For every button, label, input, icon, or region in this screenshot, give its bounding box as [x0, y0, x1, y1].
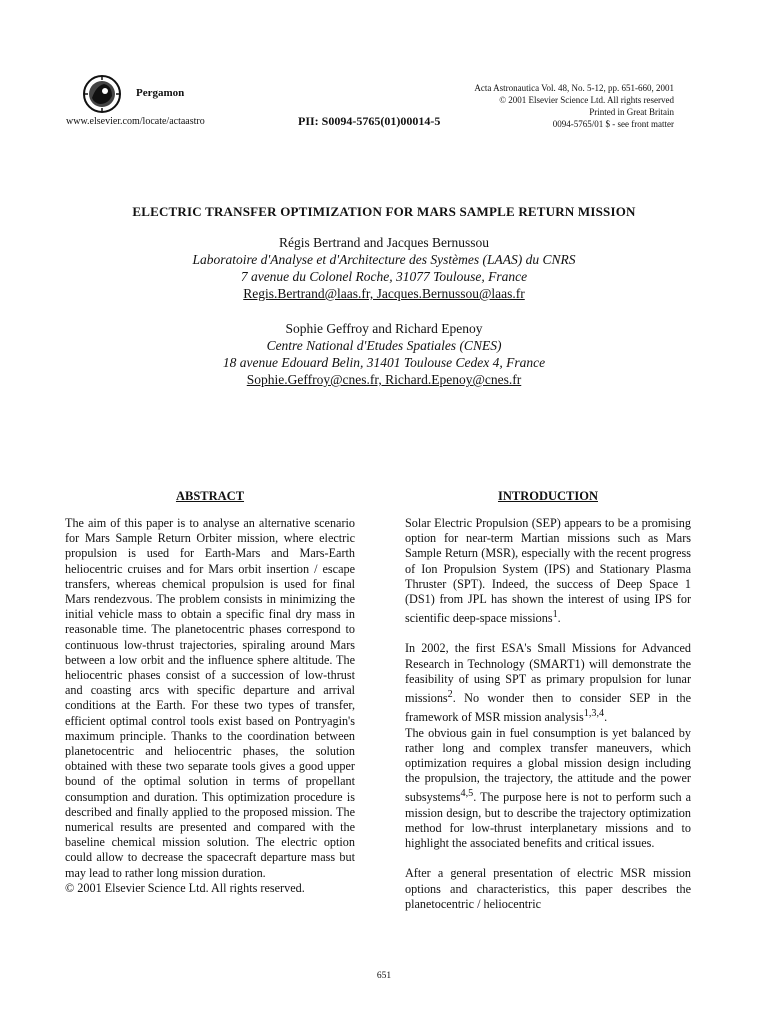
intro-p2a-ref: 2: [447, 689, 453, 701]
intro-p3b-text: . The purpose here is not to perform such a mission design, but to describe the trajectory optimization method for low-thrust interplanetary missions and to highlight the associated benefits and critical issues.: [405, 790, 691, 851]
author-names-2: Sophie Geffroy and Richard Epenoy: [285, 321, 483, 336]
page-number: 651: [376, 971, 392, 981]
publisher-logo: [82, 74, 122, 114]
abstract-text: The aim of this paper is to analyse an alternative scenario for Mars Sample Return Orbiter mission, where electric propulsion is used for Earth-Mars and Mars-Earth heliocentric cruises and for Mars orbit insertion / escape transfers, whereas chemical propulsion is used for final Mars rendezvous. The problem consists in minimizing the initial vehicle mass to obtain a specific final dry mass in reasonable time. The planetocentric phases correspond to continuous low-thrust trajectories, spiraling around Mars between a low orbit and the influence sphere altitude. The heliocentric phases consist of a succession of low-thrust and coasting arcs with specific departure and arrival conditions at the Earth. For these two types of transfer, efficient optimal control tools exist based on Pontryagin's maximum principle. Thanks to the coordination between planetocentric and heliocentric phases, the solution obtained with these two separate tools gives a good upper bound of the optimal solution in terms of propellant consumption and duration. This optimization procedure is described and finally applied to the proposed mission. The numerical results are presented and compared with the baseline chemical mission solution. The electric option could allow to decrease the spacecraft departure mass but may lead to rather long mission duration.: [65, 516, 355, 880]
author-emails-1[interactable]: Regis.Bertrand@laas.fr, Jacques.Bernussou@laas.fr: [243, 286, 525, 301]
introduction-column: [405, 516, 691, 912]
journal-url[interactable]: www.elsevier.com/locate/actaastro: [66, 116, 205, 127]
intro-p2b-ref: 1,3,4: [583, 708, 605, 720]
publisher-name: Pergamon: [136, 87, 185, 99]
affiliation-2-line-1: Centre National d'Etudes Spatiales (CNES): [266, 338, 502, 353]
journal-line-2: © 2001 Elsevier Science Ltd. All rights reserved: [499, 95, 674, 105]
author-emails-2[interactable]: Sophie.Geffroy@cnes.fr, Richard.Epenoy@cnes.fr: [246, 372, 522, 387]
intro-paragraph-1: Solar Electric Propulsion (SEP) appears to be a promising option for near-term Martian missions such as Mars Sample Return (MSR), especially with the recent progress of Ion Propulsion System (IPS) and Stationary Plasma Thruster (SPT). Indeed, the success of Deep Space 1 (DS1) from JPL has shown the interest of using IPS for scientific deep-space missions$^1$.: [405, 516, 691, 626]
intro-p3a-ref: 4,5: [460, 788, 474, 800]
journal-line-1: Acta Astronautica Vol. 48, No. 5-12, pp. 651-660, 2001: [474, 83, 674, 93]
intro-paragraph-3: [405, 726, 691, 852]
affiliation-1-line-1: Laboratoire d'Analyse et d'Architecture des Systèmes (LAAS) du CNRS: [192, 252, 576, 267]
affiliation-1-line-2: 7 avenue du Colonel Roche, 31077 Toulouse, France: [240, 269, 528, 284]
intro-p1-ref: 1: [552, 609, 558, 621]
journal-citation: [474, 82, 674, 130]
intro-p1-text: Solar Electric Propulsion (SEP) appears to be a promising option for near-term Martian missions such as Mars Sample Return (MSR), especially with the recent progress of Ion Propulsion System (IPS) and Stationary Plasma Thruster (SPT). Indeed, the success of Deep Space 1 (DS1) from JPL has shown the interest of using IPS for scientific deep-space missions: [405, 516, 691, 626]
author-block-1: [0, 234, 768, 302]
author-names-1: Régis Bertrand and Jacques Bernussou: [279, 235, 489, 250]
affiliation-2-line-2: 18 avenue Edouard Belin, 31401 Toulouse Cedex 4, France: [222, 355, 546, 370]
introduction-heading: INTRODUCTION: [497, 489, 598, 503]
journal-line-4: 0094-5765/01 $ - see front matter: [552, 119, 674, 129]
abstract-column: [65, 516, 355, 896]
intro-paragraph-2: In 2002, the first ESA's Small Missions for Advanced Research in Technology (SMART1) will demonstrate the feasibility of using SPT as primary propulsion for lunar missions$^2$. No wonder then to consider SEP in the framework of MSR mission analysis$^{1,3,4}$.: [405, 641, 691, 725]
pii-identifier: PII: S0094-5765(01)00014-5: [298, 114, 441, 128]
author-block-2: [0, 320, 768, 388]
intro-p2a-text: In 2002, the first ESA's Small Missions for Advanced Research in Technology (SMART1) will demonstrate the feasibility of using SPT as primary propulsion for lunar missions: [405, 641, 691, 706]
abstract-heading: ABSTRACT: [175, 489, 245, 503]
intro-p2b-text: . No wonder then to consider SEP in the framework of MSR mission analysis: [405, 691, 691, 725]
journal-line-3: Printed in Great Britain: [589, 107, 674, 117]
intro-paragraph-4: After a general presentation of electric MSR mission options and characteristics, this paper describes the planetocentric / heliocentric: [405, 866, 691, 911]
intro-p3a-text: The obvious gain in fuel consumption is yet balanced by rather long and complex transfer maneuvers, which optimization requires a global mission design including the propulsion, the trajectory, the attitude and the power subsystems: [405, 725, 691, 805]
abstract-copyright: © 2001 Elsevier Science Ltd. All rights reserved.: [65, 880, 305, 895]
paper-title: ELECTRIC TRANSFER OPTIMIZATION FOR MARS SAMPLE RETURN MISSION: [132, 204, 636, 219]
